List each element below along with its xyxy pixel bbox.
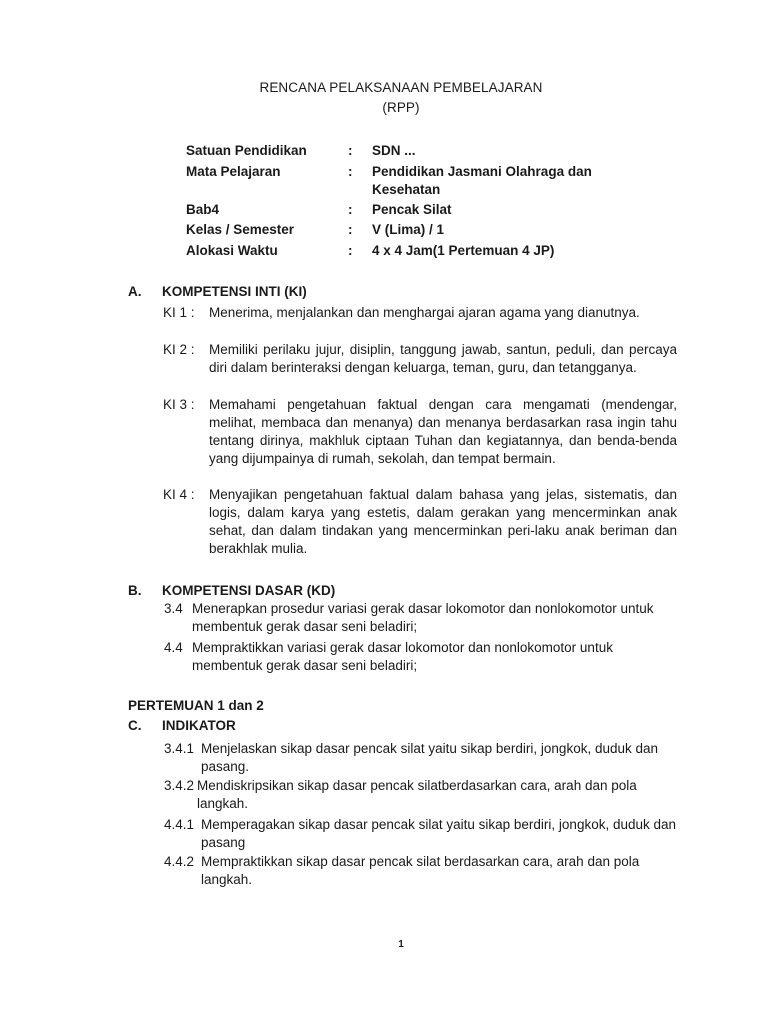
section-title: KOMPETENSI DASAR (KD) [162,583,336,598]
ki-item [163,341,677,377]
indicator-item [164,816,684,852]
identity-value: V (Lima) / 1 [372,222,445,237]
identity-label: Kelas / Semester [186,222,295,237]
section-letter: B. [128,583,142,598]
ki-code: KI 2 : [163,342,195,357]
meeting-heading: PERTEMUAN 1 dan 2 [128,698,264,713]
indicator-text: Mendiskripsikan sikap dasar pencak silatberdasarkan cara, arah dan pola langkah. [197,778,637,811]
document-subtitle: (RPP) [382,100,420,115]
identity-label: Mata Pelajaran [186,164,281,179]
indicator-item [164,777,684,813]
indicator-item [164,853,684,889]
indicator-number: 3.4.1 [164,741,195,756]
indicator-number: 4.4.2 [164,854,195,869]
document-title: RENCANA PELAKSANAAN PEMBELAJARAN [259,80,543,95]
kd-text: Mempraktikkan variasi gerak dasar lokomotor dan nonlokomotor untuk membentuk gerak dasar seni beladiri; [192,640,613,673]
identity-separator: : [348,143,353,158]
identity-value: SDN ... [372,143,416,158]
section-title: KOMPETENSI INTI (KI) [162,284,307,299]
ki-code: KI 3 : [163,397,195,412]
identity-separator: : [348,164,353,179]
section-letter: A. [128,284,142,299]
ki-text: Menyajikan pengetahuan faktual dalam bahasa yang jelas, sistematis, dan logis, dalam karya yang estetis, dalam gerakan yang mencerminkan anak sehat, dan dalam tindakan yang mencerminkan peri-laku anak beriman dan berakhlak mulia. [209,487,677,556]
identity-label: Satuan Pendidikan [186,143,307,158]
kd-item [164,639,684,675]
indicator-text: Memperagakan sikap dasar pencak silat yaitu sikap berdiri, jongkok, duduk dan pasang [201,817,677,850]
indicator-text: Menjelaskan sikap dasar pencak silat yaitu sikap berdiri, jongkok, duduk dan pasang. [201,741,659,774]
ki-code: KI 1 : [163,305,195,320]
kd-number: 3.4 [164,601,183,616]
identity-value: 4 x 4 Jam(1 Pertemuan 4 JP) [372,243,555,258]
identity-separator: : [348,202,353,217]
ki-text: Memahami pengetahuan faktual dengan cara mengamati (mendengar, melihat, membaca dan menanya) dan menanya berdasarkan rasa ingin tahu tentang dirinya, makhluk ciptaan Tuhan dan kegiatannya, dan benda-benda yang dijumpainya di rumah, sekolah, dan tempat bermain. [209,397,677,466]
ki-code: KI 4 : [163,487,195,502]
indicator-number: 4.4.1 [164,817,195,832]
indicator-item [164,740,684,776]
indicator-text: Mempraktikkan sikap dasar pencak silat berdasarkan cara, arah dan pola langkah. [201,854,640,887]
ki-item [163,486,677,558]
section-title: INDIKATOR [162,718,236,733]
kd-item [164,600,684,636]
identity-separator: : [348,243,353,258]
identity-value: Pencak Silat [372,202,452,217]
section-letter: C. [128,718,142,733]
identity-separator: : [348,222,353,237]
indicator-number: 3.4.2 [164,778,195,793]
kd-number: 4.4 [164,640,183,655]
ki-text: Memiliki perilaku jujur, disiplin, tanggung jawab, santun, peduli, dan percaya diri dalam berinteraksi dengan keluarga, teman, guru, dan tetangganya. [209,342,677,375]
identity-label: Bab4 [186,202,220,217]
page-number: 1 [398,939,404,950]
identity-label: Alokasi Waktu [186,243,278,258]
identity-value: Pendidikan Jasmani Olahraga dan Kesehatan [372,164,592,197]
ki-item [163,304,677,322]
ki-text: Menerima, menjalankan dan menghargai ajaran agama yang dianutnya. [209,305,640,320]
kd-text: Menerapkan prosedur variasi gerak dasar lokomotor dan nonlokomotor untuk membentuk gerak dasar seni beladiri; [192,601,654,634]
ki-item [163,396,677,468]
